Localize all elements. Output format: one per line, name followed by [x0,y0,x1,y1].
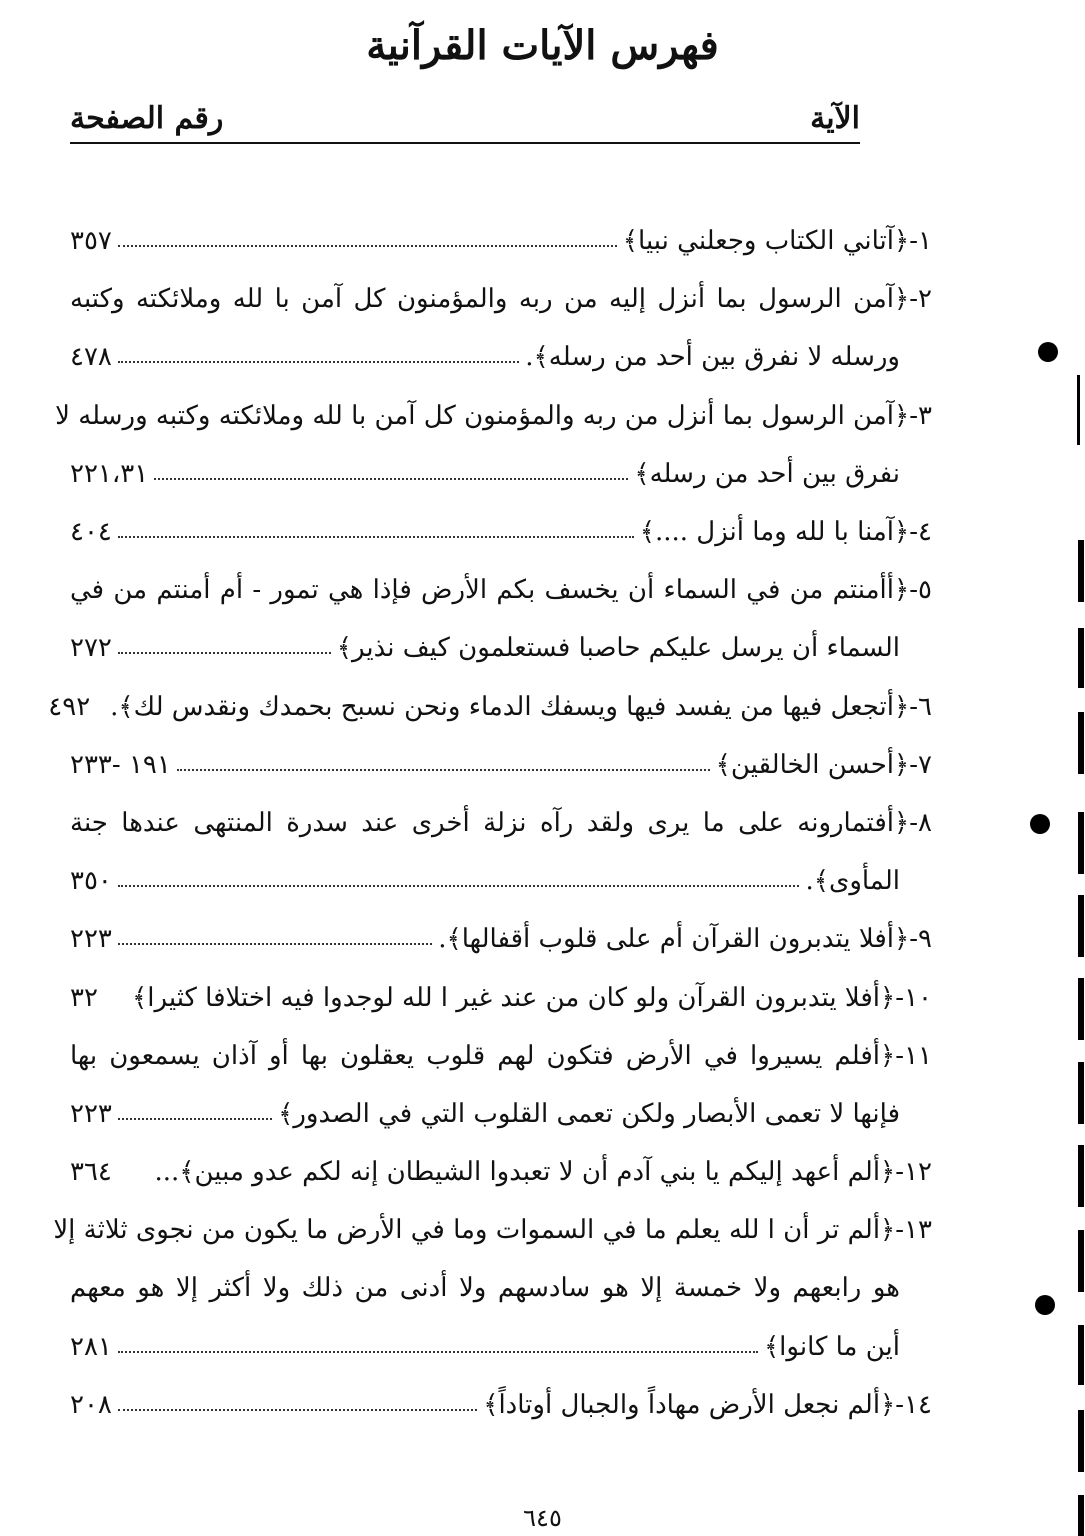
entry-text: ورسله لا نفرق بين أحد من رسله﴾. [525,342,900,373]
leader-dots [118,943,432,945]
entry-text: نفرق بين أحد من رسله﴾ [634,458,900,489]
leader-dots [118,1118,272,1120]
index-entry [70,968,932,1026]
entry-text: ٦-﴿أتجعل فيها من يفسد فيها ويسفك الدماء ونحن نسبح بحمدك ونقدس لك﴾. [110,691,932,722]
index-entries [48,212,932,1434]
scan-hole-mark [1030,814,1050,834]
leader-dots [118,245,617,247]
column-header [70,96,860,144]
entry-line [70,212,932,270]
leader-dots [118,361,519,363]
entry-text: السماء أن يرسل عليكم حاصبا فستعلمون كيف نذير﴾ [336,633,900,664]
index-entry [53,1201,932,1376]
page-number: ٦٤٥ [523,1504,562,1532]
entry-line [70,1143,932,1201]
leader-dots [118,1351,758,1353]
scan-hole-mark [1035,1295,1055,1315]
entry-page-number: ٢٢٣ [70,924,112,955]
entry-page-number: ٣٦٤ [70,1157,112,1188]
scan-edge-mark [1078,978,1084,1040]
entry-line [70,619,932,677]
entry-line [70,1318,932,1376]
entry-page-number: ٢٧٢ [70,633,112,664]
entry-text-line: ٢-﴿آمن الرسول بما أنزل إليه من ربه والمؤمنون كل آمن با لله وملائكته وكتبه [70,284,932,315]
index-entry [55,387,932,503]
entry-page-number: ٢٨١ [70,1331,112,1362]
index-entry [70,736,932,794]
index-entry [48,678,932,736]
entry-page-number: ٢٢١،٣١ [70,458,149,489]
entry-page-number: ١٩١ -٢٣٣ [70,749,171,780]
entry-page-number: ٤٧٨ [70,342,112,373]
entry-text: ٤-﴿آمنا با لله وما أنزل ....﴾ [639,517,932,548]
scan-edge-mark [1078,1325,1084,1385]
entry-text-line: ١١-﴿أفلم يسيروا في الأرض فتكون لهم قلوب يعقلون بها أو آذان يسمعون بها [70,1040,932,1071]
index-entry [70,270,932,386]
entry-text: ١-﴿آتاني الكتاب وجعلني نبيا﴾ [622,226,932,257]
index-entry [70,1027,932,1143]
entry-text: ١٠-﴿أفلا يتدبرون القرآن ولو كان من عند غير ا لله لوجدوا فيه اختلافا كثيرا﴾ [132,982,932,1013]
entry-text-line: ٥-﴿أأمنتم من في السماء أن يخسف بكم الأرض فإذا هي تمور - أم أمنتم من في [70,575,932,606]
index-entry [70,212,932,270]
entry-text-line: هو رابعهم ولا خمسة إلا هو سادسهم ولا أدنى من ذلك ولا أكثر إلا هو معهم [70,1273,900,1304]
scan-edge-mark [1078,540,1084,602]
entry-page-number: ٣٥٧ [70,226,112,257]
leader-dots [118,1409,477,1411]
scan-edge-mark [1078,812,1084,874]
entry-text-line: ٣-﴿آمن الرسول بما أنزل من ربه والمؤمنون كل آمن با لله وملائكته وكتبه ورسله لا [55,400,932,431]
index-entry [70,1376,932,1434]
entry-line [70,503,932,561]
scan-edge-mark [1078,1062,1084,1124]
scan-edge-mark [1078,1230,1084,1292]
entry-line [70,852,932,910]
leader-dots [118,652,331,654]
leader-dots [118,885,800,887]
leader-dots [177,769,710,771]
index-entry [70,1143,932,1201]
entry-text: ١٤-﴿ألم نجعل الأرض مهاداً والجبال أوتاداً﴾ [483,1389,932,1420]
page-title: فهرس الآيات القرآنية [366,22,719,69]
entry-line [48,678,932,736]
entry-text: فإنها لا تعمى الأبصار ولكن تعمى القلوب التي في الصدور﴾ [278,1098,900,1129]
scan-hole-mark [1038,342,1058,362]
entry-line [70,736,932,794]
index-entry [70,503,932,561]
entry-text: ٧-﴿أحسن الخالقين﴾ [715,749,932,780]
leader-dots [154,478,628,480]
entry-page-number: ٣٥٠ [70,866,112,897]
entry-text: ١٢-﴿ألم أعهد إليكم يا بني آدم أن لا تعبدوا الشيطان إنه لكم عدو مبين﴾... [154,1157,932,1188]
scan-edge-mark [1078,1410,1084,1472]
entry-text: أين ما كانوا﴾ [763,1331,900,1362]
entry-line [70,968,932,1026]
entry-page-number: ٣٢ [70,982,98,1013]
entry-text-line: ١٣-﴿ألم تر أن ا لله يعلم ما في السموات وما في الأرض ما يكون من نجوى ثلاثة إلا [53,1215,932,1246]
entry-line [70,910,932,968]
entry-line [70,445,932,503]
entry-text: ٩-﴿أفلا يتدبرون القرآن أم على قلوب أقفالها﴾. [438,924,932,955]
entry-line [70,328,932,386]
entry-line [70,1085,932,1143]
scan-edge-mark [1078,1145,1084,1207]
header-page-number: رقم الصفحة [70,101,224,136]
index-entry [70,910,932,968]
index-entry [70,794,932,910]
leader-dots [118,536,634,538]
entry-page-number: ٢٢٣ [70,1098,112,1129]
header-ayah: الآية [810,101,860,136]
entry-page-number: ٢٠٨ [70,1389,112,1420]
entry-page-number: ٤٩٢ [48,691,91,722]
scan-edge-mark [1078,628,1084,688]
entry-text: المأوى﴾. [805,866,900,897]
entry-text-line: ٨-﴿أفتمارونه على ما يرى ولقد رآه نزلة أخرى عند سدرة المنتهى عندها جنة [70,807,932,838]
entry-page-number: ٤٠٤ [70,517,112,548]
index-entry [70,561,932,677]
scan-edge-mark [1078,712,1084,774]
entry-line [70,1376,932,1434]
scan-edge-mark [1078,1495,1084,1536]
scan-edge-mark [1077,375,1080,445]
scan-edge-mark [1078,895,1084,957]
